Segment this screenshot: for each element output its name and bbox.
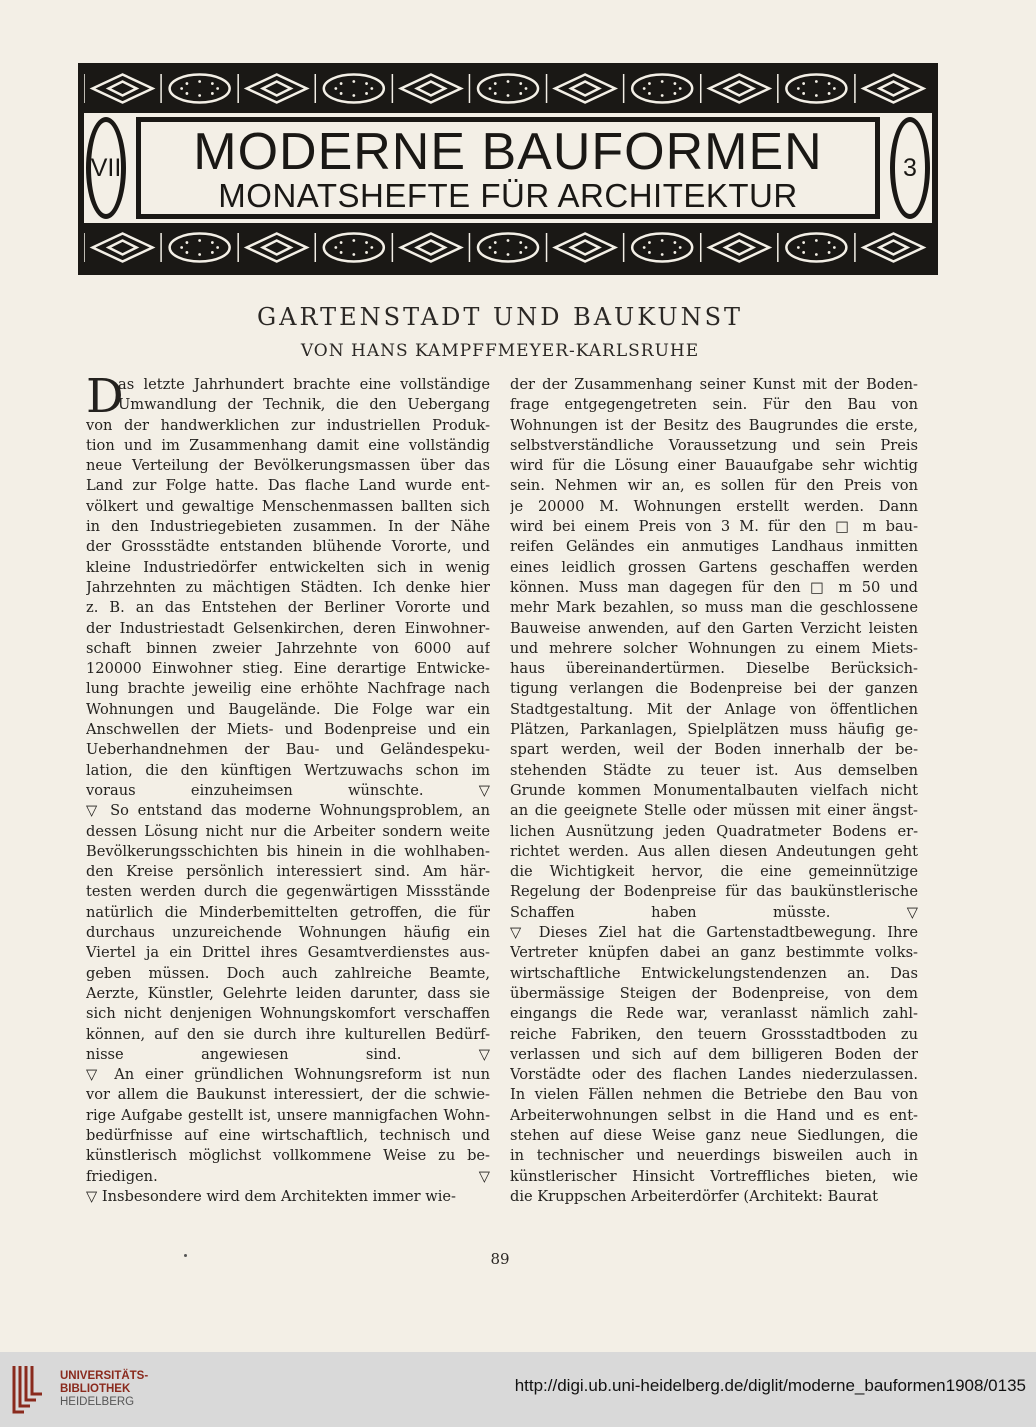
dot-ornament-icon: [340, 92, 343, 95]
text-line: in technischer und neuerdings bisweilen auch in: [510, 1147, 918, 1165]
text-line: Viertel ja ein Drittel ihres Gesamtverdienstes aus-: [86, 944, 490, 962]
diamond-ornament-icon: [401, 75, 461, 103]
dot-ornament-icon: [661, 253, 664, 256]
text-line: haus übereinandertürmen. Dieselbe Berücksich-: [510, 660, 918, 678]
dot-ornament-icon: [802, 251, 805, 254]
diamond-ornament-icon: [555, 234, 615, 262]
oval-ornament-icon: [478, 234, 538, 262]
dot-ornament-icon: [519, 82, 522, 85]
text-line: vor allem die Baukunst interessiert, der die schwie-: [86, 1086, 490, 1104]
text-line: künstlerisch möglichst vollkommene Weise zu be-: [86, 1147, 490, 1165]
text-line: Schaffen haben müsste. ▽: [510, 903, 918, 921]
text-line: Wohnungen ist der Besitz des Baugrundes die erste,: [510, 416, 918, 434]
text-line: verlassen und sich auf dem billigeren Boden der: [510, 1045, 918, 1063]
text-line: natürlich die Minderbemittelten getroffen, die für: [86, 903, 490, 921]
library-logo-icon: [10, 1362, 52, 1416]
dot-ornament-icon: [334, 87, 337, 90]
oval-ornament-icon: [632, 234, 692, 262]
dot-ornament-icon: [828, 251, 831, 254]
dot-ornament-icon: [340, 251, 343, 254]
dot-ornament-icon: [643, 87, 646, 90]
text-column-left: [86, 369, 490, 1207]
text-line: können. Muss man dagegen für den □ m 50 und: [510, 578, 918, 596]
diamond-ornament-icon: [555, 75, 615, 103]
text-line: ▽ Dieses Ziel hat die Gartenstadtbewegung. Ihre: [510, 924, 918, 942]
text-line: 120000 Einwohner stieg. Eine derartige Entwicke-: [86, 660, 490, 678]
text-line: in den Industriegebieten zusammen. In der Nähe: [86, 518, 490, 536]
dot-ornament-icon: [216, 87, 219, 90]
text-line: testen werden durch die gegenwärtigen Missstände: [86, 883, 490, 901]
oval-ornament-icon: [324, 234, 384, 262]
dot-ornament-icon: [216, 246, 219, 249]
oval-ornament-icon: [632, 75, 692, 103]
text-line: Aerzte, Künstler, Gelehrte leiden darunter, dass sie: [86, 984, 490, 1002]
dot-ornament-icon: [828, 82, 831, 85]
text-line: richtet werden. Aus allen diesen Andeutungen geht: [510, 842, 918, 860]
dot-ornament-icon: [365, 251, 368, 254]
dot-ornament-icon: [186, 251, 189, 254]
dot-ornament-icon: [525, 246, 528, 249]
diamond-ornament-icon: [709, 75, 769, 103]
dot-ornament-icon: [186, 92, 189, 95]
diamond-ornament-icon: [863, 75, 923, 103]
text-line: bedürfnisse auf eine wirtschaftlich, technisch und: [86, 1126, 490, 1144]
text-line: tion und im Zusammenhang damit eine vollständig: [86, 436, 490, 454]
dot-ornament-icon: [833, 246, 836, 249]
dot-ornament-icon: [494, 82, 497, 85]
text-line: von der handwerklichen zur industriellen Produk-: [86, 416, 490, 434]
text-line: Bauweise anwenden, auf den Garten Verzicht leisten: [510, 619, 918, 637]
dot-ornament-icon: [828, 92, 831, 95]
dot-ornament-icon: [802, 82, 805, 85]
dot-ornament-icon: [211, 82, 214, 85]
dot-ornament-icon: [340, 241, 343, 244]
dot-ornament-icon: [186, 241, 189, 244]
dot-ornament-icon: [352, 94, 355, 97]
ornament-band-bottom: [84, 229, 932, 266]
dot-ornament-icon: [648, 251, 651, 254]
oval-ornament-icon: [324, 75, 384, 103]
dot-ornament-icon: [519, 92, 522, 95]
dot-ornament-icon: [180, 87, 183, 90]
text-line: lung brachte jeweilig eine erhöhte Nachfrage nach: [86, 680, 490, 698]
dot-ornament-icon: [489, 246, 492, 249]
text-line: stehen auf diese Weise ganz neue Siedlungen, die: [510, 1126, 918, 1144]
text-line: mehr Mark bezahlen, so muss man die geschlossene: [510, 599, 918, 617]
dot-ornament-icon: [494, 92, 497, 95]
diamond-ornament-icon: [709, 234, 769, 262]
text-line: lichen Ausnützung jeden Quadratmeter Bodens er-: [510, 822, 918, 840]
dot-ornament-icon: [211, 92, 214, 95]
text-line: Arbeiterwohnungen selbst in die Hand und es ent-: [510, 1106, 918, 1124]
dot-ornament-icon: [494, 241, 497, 244]
text-line: der Industriestadt Gelsenkirchen, deren Einwohner-: [86, 619, 490, 637]
volume-number: VII: [86, 117, 126, 219]
diamond-ornament-icon: [401, 234, 461, 262]
title-panel: [84, 113, 932, 223]
text-line: den Kreise persönlich interessiert sind. Am här-: [86, 863, 490, 881]
text-line: Stadtgestaltung. Mit der Anlage von öffentlichen: [510, 700, 918, 718]
dot-ornament-icon: [815, 239, 818, 242]
text-line: tigung verlangen die Bodenpreise bei der ganzen: [510, 680, 918, 698]
text-line: stehenden Städte zu teuer ist. Aus demselben: [510, 761, 918, 779]
dot-ornament-icon: [828, 241, 831, 244]
text-line: Regelung der Bodenpreise für das baukünstlerische: [510, 883, 918, 901]
dot-ornament-icon: [365, 82, 368, 85]
text-line: künstlerischer Hinsicht Vortreffliches bieten, wie: [510, 1167, 918, 1185]
oval-ornament-icon: [170, 234, 230, 262]
source-url[interactable]: http://digi.ub.uni-heidelberg.de/diglit/moderne_bauformen1908/0135: [514, 1376, 1026, 1395]
text-line: lation, die den künftigen Wertzuwachs schon im: [86, 761, 490, 779]
text-line: spart werden, weil der Boden innerhalb der be-: [510, 741, 918, 759]
dot-ornament-icon: [815, 253, 818, 256]
dot-ornament-icon: [211, 241, 214, 244]
dot-ornament-icon: [661, 94, 664, 97]
library-name-line3: HEIDELBERG: [60, 1396, 135, 1408]
dot-ornament-icon: [679, 246, 682, 249]
article-title: GARTENSTADT UND BAUKUNST: [256, 303, 744, 331]
text-line: z. B. an das Entstehen der Berliner Vororte und: [86, 599, 490, 617]
text-line: dessen Lösung nicht nur die Arbeiter sondern weite: [86, 822, 490, 840]
text-line: Land zur Folge hatte. Das flache Land wurde ent-: [86, 477, 490, 495]
text-line: der Grossstädte entstanden blühende Vororte, und: [86, 538, 490, 556]
text-line: as letzte Jahrhundert brachte eine vollständige: [118, 376, 490, 393]
dot-ornament-icon: [334, 246, 337, 249]
text-line: je 20000 M. Wohnungen erstellt werden. Dann: [510, 497, 918, 515]
ornament-band-top: [84, 70, 932, 107]
dot-ornament-icon: [198, 239, 201, 242]
dot-ornament-icon: [340, 82, 343, 85]
text-line: reiche Fabriken, den teuern Grossstadtboden zu: [510, 1025, 918, 1043]
title-box: [136, 117, 880, 219]
text-line: geben müssen. Doch auch zahlreiche Beamte,: [86, 964, 490, 982]
oval-ornament-icon: [786, 234, 846, 262]
text-line: sich nicht denjenigen Wohnungskomfort verschaffen: [86, 1005, 490, 1023]
dot-ornament-icon: [674, 82, 677, 85]
text-line: Anschwellen der Miets- und Bodenpreise und ein: [86, 721, 490, 739]
text-line: Ueberhandnehmen der Bau- und Geländespeku-: [86, 741, 490, 759]
dot-ornament-icon: [648, 241, 651, 244]
dot-ornament-icon: [365, 241, 368, 244]
text-column-right: [510, 375, 918, 1207]
text-line: eines leidlich grossen Gartens geschaffen werden: [510, 558, 918, 576]
diamond-ornament-icon: [93, 75, 153, 103]
diamond-ornament-icon: [863, 234, 923, 262]
text-line: Bevölkerungsschichten bis hinein in die wohlhaben-: [86, 842, 490, 860]
text-line: In vielen Fällen nehmen die Betriebe den Bau von: [510, 1086, 918, 1104]
dot-ornament-icon: [507, 239, 510, 242]
dot-ornament-icon: [370, 246, 373, 249]
dot-ornament-icon: [802, 92, 805, 95]
text-line: Umwandlung der Technik, die den Uebergang: [118, 396, 490, 414]
footer-bar: [0, 1352, 1036, 1427]
text-line: völkert und gewaltige Menschenmassen ballten sich: [86, 497, 490, 515]
dot-ornament-icon: [186, 82, 189, 85]
dot-ornament-icon: [797, 87, 800, 90]
dot-ornament-icon: [494, 251, 497, 254]
dot-ornament-icon: [370, 87, 373, 90]
magazine-subtitle: MONATSHEFTE FÜR ARCHITEKTUR: [218, 177, 798, 214]
text-line: die Wichtigkeit hervor, die eine gemeinnützige: [510, 863, 918, 881]
library-name: [60, 1370, 148, 1409]
dot-ornament-icon: [352, 239, 355, 242]
dot-ornament-icon: [674, 241, 677, 244]
text-line: ▽ An einer gründlichen Wohnungsreform ist nun: [86, 1066, 490, 1084]
oval-ornament-icon: [786, 75, 846, 103]
text-line: Plätzen, Parkanlagen, Spielplätzen muss häufig ge-: [510, 721, 918, 739]
diamond-ornament-icon: [247, 75, 307, 103]
text-line: kleine Industriedörfer entwickelten sich in wenig: [86, 558, 490, 576]
dot-ornament-icon: [525, 87, 528, 90]
text-line: die Kruppschen Arbeiterdörfer (Architekt: Baurat: [510, 1187, 878, 1205]
oval-ornament-icon: [478, 75, 538, 103]
text-line: Vertreter knüpfen dabei an ganz bestimmte volks-: [510, 944, 918, 962]
dot-ornament-icon: [679, 87, 682, 90]
dot-ornament-icon: [674, 92, 677, 95]
text-line: selbstverständliche Voraussetzung und sein Preis: [510, 436, 918, 454]
text-line: rige Aufgabe gestellt ist, unsere mannigfachen Wohn-: [86, 1106, 490, 1124]
text-line: Jahrzehnten zu mächtigen Städten. Ich denke hier: [86, 578, 490, 596]
dot-ornament-icon: [815, 94, 818, 97]
oval-ornament-icon: [170, 75, 230, 103]
dot-ornament-icon: [180, 246, 183, 249]
dot-ornament-icon: [797, 246, 800, 249]
text-line: Grunde kommen Monumentalbauten vielfach nicht: [510, 781, 918, 799]
text-line: reifen Geländes ein anmutiges Landhaus inmitten: [510, 538, 918, 556]
dot-ornament-icon: [489, 87, 492, 90]
text-line: ▽ Insbesondere wird dem Architekten immer wie-: [86, 1187, 456, 1205]
issue-number: 3: [890, 117, 930, 219]
library-name-line2: BIBLIOTHEK: [60, 1383, 131, 1395]
diamond-ornament-icon: [93, 234, 153, 262]
dot-ornament-icon: [352, 253, 355, 256]
dot-ornament-icon: [648, 92, 651, 95]
text-line: der der Zusammenhang seiner Kunst mit der Boden-: [510, 376, 918, 393]
text-line: wird für die Lösung einer Bauaufgabe sehr wichtig: [510, 457, 918, 475]
text-line: ▽ So entstand das moderne Wohnungsproblem, an: [86, 802, 490, 820]
text-line: eingangs die Rede war, veranlasst nämlich zahl-: [510, 1005, 918, 1023]
text-line: wird bei einem Preis von 3 M. für den □ m bau-: [510, 518, 918, 536]
article-author: VON HANS KAMPFFMEYER-KARLSRUHE: [300, 341, 700, 361]
text-line: übermässige Steigen der Bodenpreise, von dem: [510, 984, 918, 1002]
dot-ornament-icon: [519, 251, 522, 254]
masthead: [78, 63, 938, 275]
text-line: an die geeignete Stelle oder müssen mit einer ängst-: [510, 802, 918, 820]
dot-ornament-icon: [661, 239, 664, 242]
library-name-line1: UNIVERSITÄTS-: [60, 1370, 149, 1382]
diamond-ornament-icon: [247, 234, 307, 262]
dot-ornament-icon: [198, 80, 201, 83]
text-line: schaft binnen zweier Jahrzehnte von 6000 auf: [86, 639, 490, 657]
dot-ornament-icon: [365, 92, 368, 95]
text-line: können, auf den sie durch ihre kulturellen Bedürf-: [86, 1025, 490, 1043]
text-line: nisse angewiesen sind. ▽: [86, 1045, 490, 1063]
magazine-title: MODERNE BAUFORMEN: [193, 123, 823, 181]
dot-ornament-icon: [661, 80, 664, 83]
text-line: frage entgegengetreten sein. Für den Bau von: [510, 396, 918, 414]
dot-ornament-icon: [507, 80, 510, 83]
dot-ornament-icon: [507, 94, 510, 97]
page-number: 89: [490, 1250, 510, 1268]
dot-ornament-icon: [643, 246, 646, 249]
text-line: Vorstädte oder des flachen Landes niederzulassen.: [510, 1066, 918, 1084]
dot-ornament-icon: [519, 241, 522, 244]
text-line: friedigen. ▽: [86, 1167, 490, 1185]
text-line: Wohnungen und Baugelände. Die Folge war ein: [86, 700, 490, 718]
dot-ornament-icon: [674, 251, 677, 254]
text-line: sein. Nehmen wir an, es sollen für den Preis von: [510, 477, 918, 495]
text-line: voraus einzuheimsen wünschte. ▽: [86, 781, 490, 799]
dot-ornament-icon: [802, 241, 805, 244]
text-line: wirtschaftliche Entwickelungstendenzen an. Das: [510, 964, 918, 982]
dot-ornament-icon: [833, 87, 836, 90]
text-line: neue Verteilung der Bevölkerungsmassen über das: [86, 457, 490, 475]
drop-cap: D: [86, 369, 124, 424]
text-line: und mehrere solcher Wohnungen zu einem Miets-: [510, 639, 918, 657]
dot-ornament-icon: [198, 94, 201, 97]
dot-ornament-icon: [198, 253, 201, 256]
text-line: durchaus unzureichende Wohnungen häufig ein: [86, 924, 490, 942]
dot-ornament-icon: [815, 80, 818, 83]
dot-ornament-icon: [352, 80, 355, 83]
dot-ornament-icon: [211, 251, 214, 254]
dot-ornament-icon: [648, 82, 651, 85]
dot-ornament-icon: [507, 253, 510, 256]
